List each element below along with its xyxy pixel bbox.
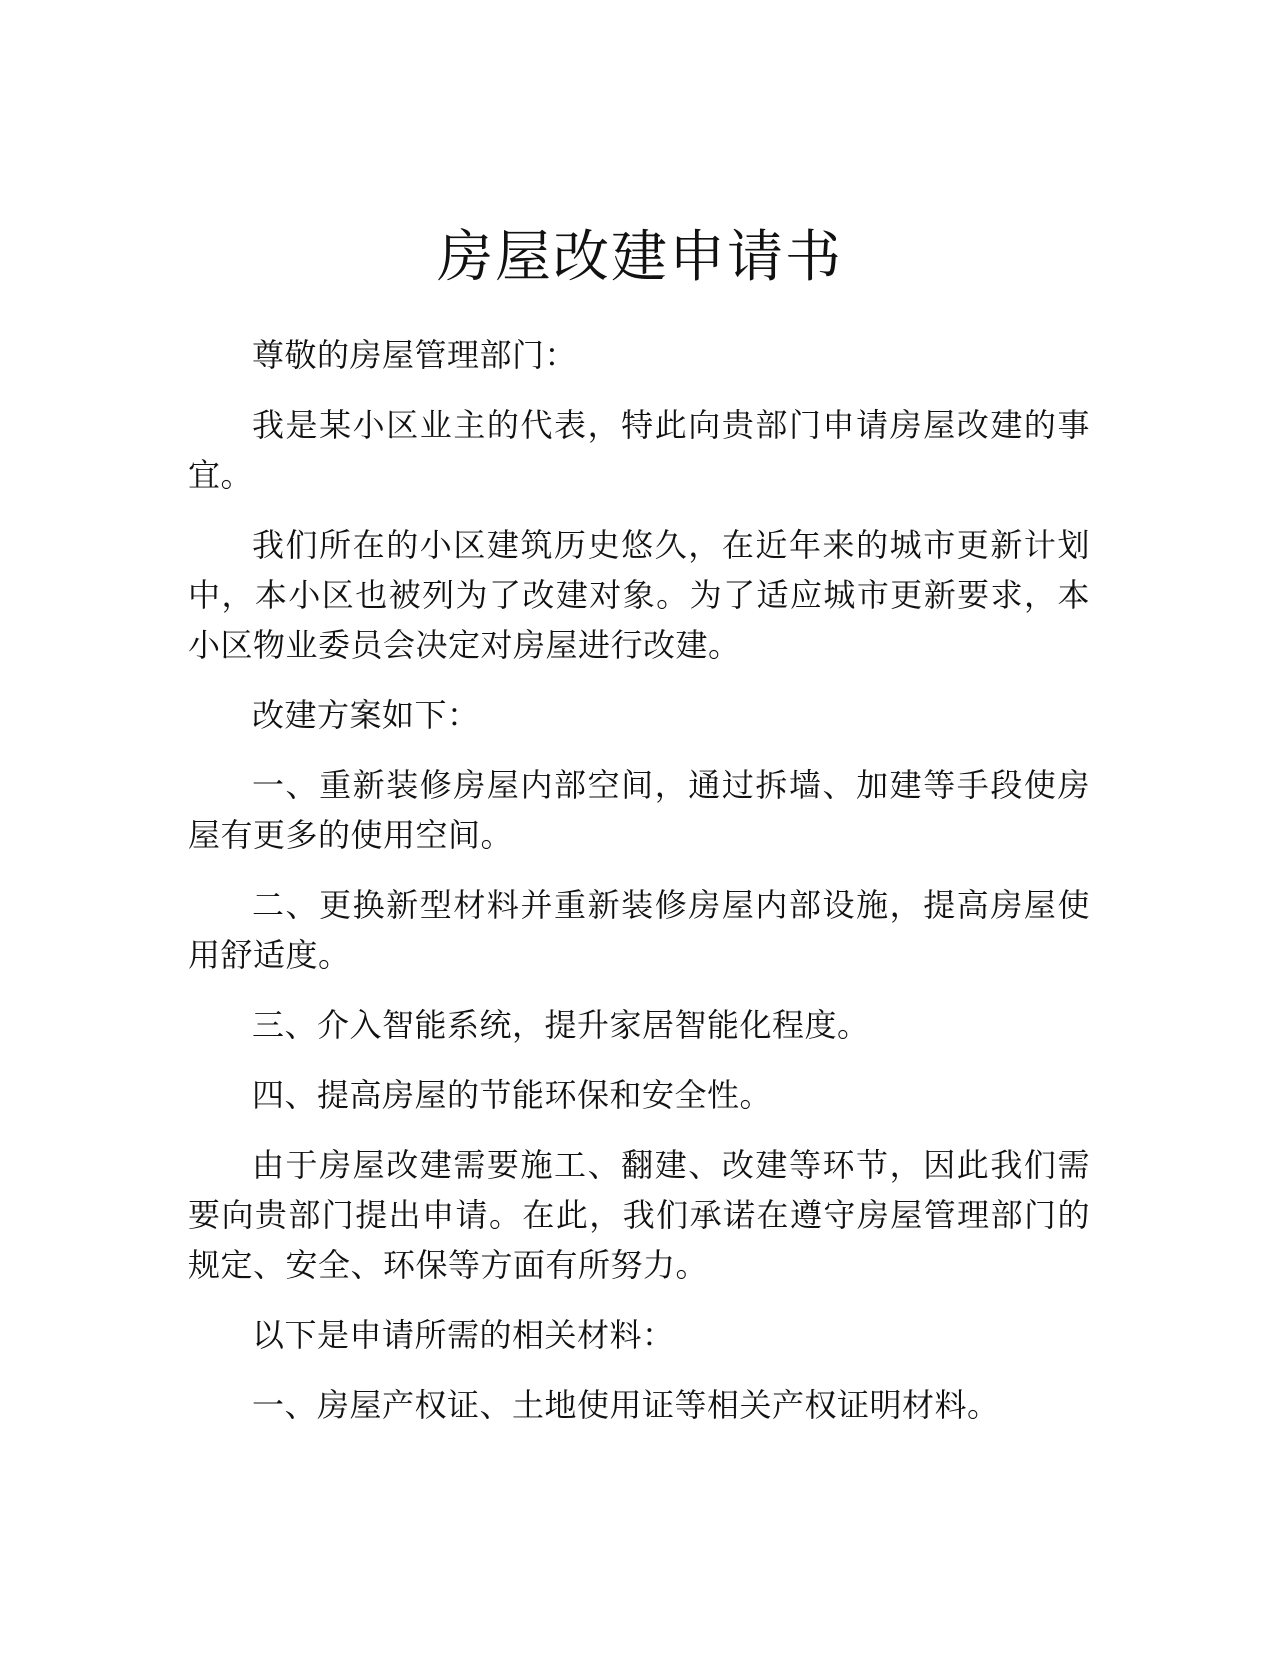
paragraph-materials-heading: 以下是申请所需的相关材料： xyxy=(252,1316,675,1354)
paragraph-plan-heading: 改建方案如下： xyxy=(252,696,480,734)
plan-item-4: 四、提高房屋的节能环保和安全性。 xyxy=(252,1076,773,1114)
plan-item-3: 三、介入智能系统，提升家居智能化程度。 xyxy=(252,1006,870,1044)
material-item-1: 一、房屋产权证、土地使用证等相关产权证明材料。 xyxy=(252,1386,1000,1424)
document-title: 房屋改建申请书 xyxy=(437,225,843,290)
paragraph-commitment: 由于房屋改建需要施工、翻建、改建等环节，因此我们需要向贵部门提出申请。在此，我们承诺在遵守房屋管理部门的规定、安全、环保等方面有所努力。 xyxy=(188,1146,1090,1284)
document-body xyxy=(188,330,1090,1450)
plan-item-2: 二、更换新型材料并重新装修房屋内部设施，提高房屋使用舒适度。 xyxy=(188,886,1090,974)
paragraph-background: 我们所在的小区建筑历史悠久，在近年来的城市更新计划中，本小区也被列为了改建对象。为了适应城市更新要求，本小区物业委员会决定对房屋进行改建。 xyxy=(188,526,1090,664)
plan-item-1: 一、重新装修房屋内部空间，通过拆墙、加建等手段使房屋有更多的使用空间。 xyxy=(188,766,1090,854)
salutation: 尊敬的房屋管理部门： xyxy=(252,336,578,374)
paragraph-intro: 我是某小区业主的代表，特此向贵部门申请房屋改建的事宜。 xyxy=(188,406,1090,494)
